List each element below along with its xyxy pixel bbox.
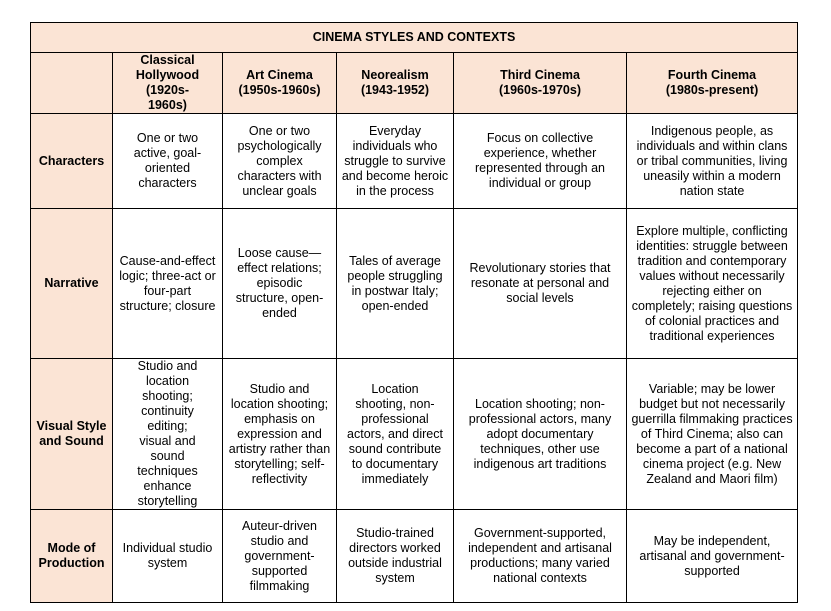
table-cell: May be independent, artisanal and government-supported — [627, 510, 798, 603]
table-cell: Indigenous people, as individuals and within clans or tribal communities, living uneasily within a modern nation state — [627, 114, 798, 209]
table-row — [31, 209, 798, 359]
row-header: Mode of Production — [31, 510, 113, 603]
column-header: Neorealism (1943-1952) — [337, 53, 454, 114]
table-cell: Location shooting; non-professional actors, many adopt documentary techniques, other use indigenous art traditions — [454, 359, 627, 510]
table-cell: Government-supported, independent and artisanal productions; many varied national contexts — [454, 510, 627, 603]
title-row — [31, 23, 798, 53]
table-cell: Everyday individuals who struggle to survive and become heroic in the process — [337, 114, 454, 209]
header-row — [31, 53, 798, 114]
cinema-styles-table — [30, 22, 798, 603]
table-title: CINEMA STYLES AND CONTEXTS — [31, 23, 798, 53]
table-cell: Explore multiple, conflicting identities: struggle between tradition and contemporary values without necessarily rejecting either on completely; raising questions of colonial practices and traditional experiences — [627, 209, 798, 359]
column-header: Art Cinema (1950s-1960s) — [223, 53, 337, 114]
table-cell: Studio and location shooting; emphasis on expression and artistry rather than storytelling; self-reflectivity — [223, 359, 337, 510]
table-cell: Loose cause—effect relations; episodic structure, open-ended — [223, 209, 337, 359]
column-header: Third Cinema (1960s-1970s) — [454, 53, 627, 114]
table-row — [31, 114, 798, 209]
column-header: Classical Hollywood (1920s-1960s) — [113, 53, 223, 114]
row-header: Visual Style and Sound — [31, 359, 113, 510]
column-header: Fourth Cinema (1980s-present) — [627, 53, 798, 114]
table-cell: Focus on collective experience, whether represented through an individual or group — [454, 114, 627, 209]
table-row — [31, 359, 798, 510]
table-cell: One or two active, goal-oriented characters — [113, 114, 223, 209]
table-cell: Auteur-driven studio and government-supported filmmaking — [223, 510, 337, 603]
corner-cell — [31, 53, 113, 114]
table-cell: Studio and location shooting; continuity editing; visual and sound techniques enhance storytelling — [113, 359, 223, 510]
table-cell: Tales of average people struggling in postwar Italy; open-ended — [337, 209, 454, 359]
row-header: Narrative — [31, 209, 113, 359]
table-cell: Revolutionary stories that resonate at personal and social levels — [454, 209, 627, 359]
row-header: Characters — [31, 114, 113, 209]
table-cell: One or two psychologically complex characters with unclear goals — [223, 114, 337, 209]
table-cell: Studio-trained directors worked outside industrial system — [337, 510, 454, 603]
table-cell: Variable; may be lower budget but not necessarily guerrilla filmmaking practices of Third Cinema; also can become a part of a national cinema project (e.g. New Zealand and Maori film) — [627, 359, 798, 510]
table-row — [31, 510, 798, 603]
table-cell: Individual studio system — [113, 510, 223, 603]
table-cell: Cause-and-effect logic; three-act or four-part structure; closure — [113, 209, 223, 359]
table-cell: Location shooting, non-professional actors, and direct sound contribute to documentary immediately — [337, 359, 454, 510]
